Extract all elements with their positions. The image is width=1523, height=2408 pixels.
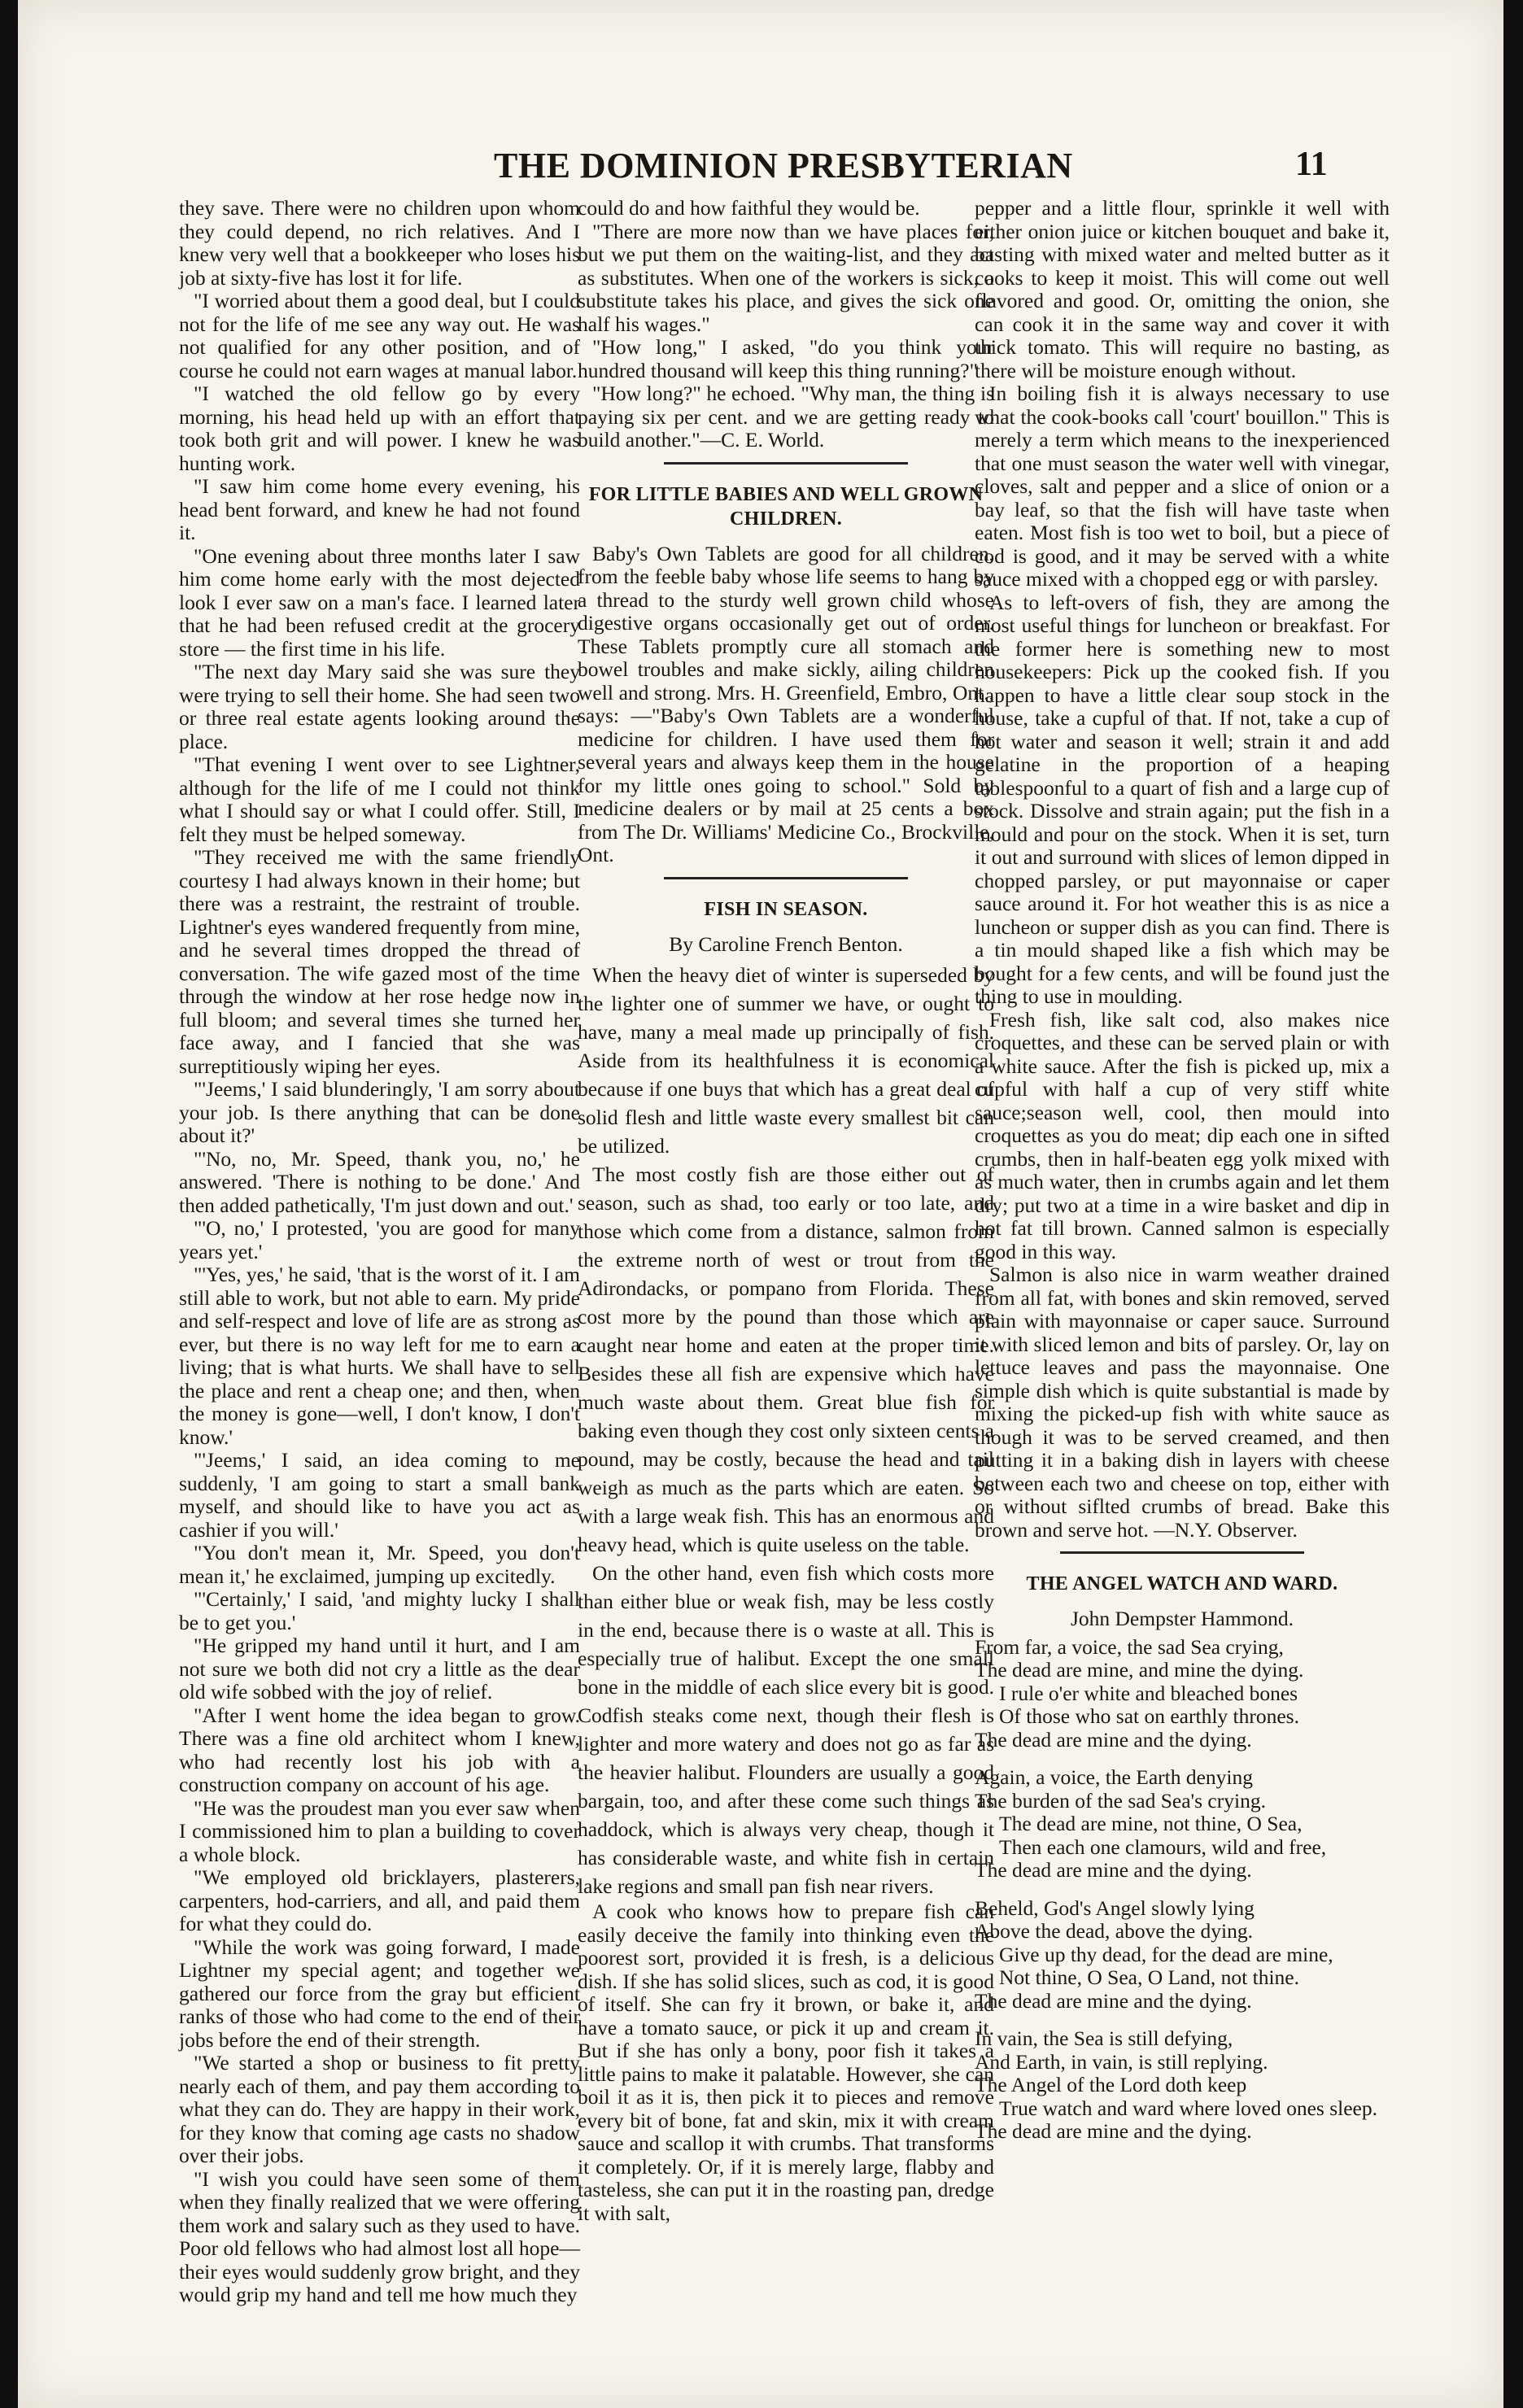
poem-line: The dead are mine and the dying. [975, 1858, 1252, 1882]
fish-article-part-1 [578, 961, 994, 1900]
paragraph: "'Certainly,' I said, 'and mighty lucky I shall be to get you.' [179, 1587, 580, 1634]
paragraph: "I watched the old fellow go by every morning, his head held up with an effort that took both grit and will power. I knew he was hunting work. [179, 382, 580, 475]
paragraph: "After I went home the idea began to grow. There was a fine old architect whom I knew, who had recently lost his job with a construction company on account of his age. [179, 1703, 580, 1796]
poem-line: Not thine, O Sea, O Land, not thine. [999, 1965, 1299, 1989]
poem-author: John Dempster Hammond. [1070, 1607, 1294, 1630]
paragraph: "'O, no,' I protested, 'you are good for many years yet.' [179, 1216, 580, 1263]
poem-line: The Angel of the Lord doth keep [975, 2073, 1247, 2096]
divider-rule [664, 877, 908, 879]
stanza-gap [975, 1751, 1390, 1766]
babies-tablets-ad: Baby's Own Tablets are good for all children, from the feeble baby whose life seems to hang by a thread to the sturdy well grown child whose digestive organs occasionally get out of order. These Tablets promptly cure all stomach and bowel troubles and make sickly, ailing children well and strong. Mrs. H. Greenfield, Embro, Ont., says: —"Baby's Own Tablets are a wonderful medicine for children. I have used them for several years and always keep them in the house for my little ones going to school." Sold by medicine dealers or by mail at 25 cents a box from The Dr. Williams' Medicine Co., Brockville, Ont. [578, 541, 994, 866]
poem-line: And Earth, in vain, is still replying. [975, 2049, 1268, 2074]
paragraph: "You don't mean it, Mr. Speed, you don't mean it,' he exclaimed, jumping up excitedly. [179, 1541, 580, 1588]
stanza-gap [975, 2013, 1390, 2027]
story-ending [578, 197, 994, 452]
column-2 [578, 197, 994, 2296]
paragraph: "I wish you could have seen some of them when they finally realized that we were offering them work and salary such as they used to have. Poor old fellows who had almost lost all hope—their eyes would suddenly grow bright, and they would grip my hand and tell me how much they [179, 2166, 580, 2306]
poem-line: Again, a voice, the Earth denying [975, 1765, 1254, 1789]
paragraph: Salmon is also nice in warm weather drained from all fat, with bones and skin removed, served plain with mayonnaise or caper sauce. Surround it with sliced lemon and bits of parsley. Or, lay on lettuce leaves and pass the mayonnaise. One simple dish which is quite substantial is made by mixing the picked-up fish with white sauce as though it was to be served creamed, and then putting it in a baking dish in layers with cheese between each two and cheese on top, either with or without siflted crumbs of bread. Bake this brown and serve hot. —N.Y. Observer. [975, 1263, 1390, 1542]
paragraph: "There are more now than we have places for, but we put them on the waiting-list, and they act as substitutes. When one of the workers is sick, a substitute takes his place, and gives the sick one half his wages." [578, 219, 994, 336]
newspaper-page [18, 0, 1503, 2408]
poem-line: The dead are mine, and mine the dying. [975, 1658, 1304, 1682]
paragraph: "One evening about three months later I saw him come home early with the most dejected look I ever saw on a man's face. I learned later that he had been refused credit at the grocery store — the first time in his life. [179, 543, 580, 661]
page-number: 11 [1295, 146, 1328, 183]
paragraph: pepper and a little flour, sprinkle it well with either onion juice or kitchen bouquet and bake it, basting with mixed water and melted butter as it cooks to keep it moist. This will come out well flavored and good. Or, omitting the onion, she can cook it in the same way and cover it with thick tomato. This will require no basting, as there will be moisture enough without. [975, 196, 1390, 382]
paragraph: "'Jeems,' I said blunderingly, 'I am sorry about your job. Is there anything that can be done about it?' [179, 1077, 580, 1147]
paragraph: "How long?" he echoed. "Why man, the thing is paying six per cent. and we are getting ready to build another."—C. E. World. [578, 382, 994, 452]
paragraph: "He was the proudest man you ever saw when I commissioned him to plan a building to cover a whole block. [179, 1795, 580, 1866]
poem-line: The dead are mine and the dying. [975, 1727, 1252, 1751]
paragraph: "'Yes, yes,' he said, 'that is the worst of it. I am still able to work, but not able to earn. My pride and self-respect and love of life are as strong as ever, but there is no way left for me to earn a living; that is what hurts. We shall have to sell the place and rent a cheap one; and then, when the money is gone—well, I don't know, I don't know.' [179, 1263, 580, 1449]
poem-line: Then each one clamours, wild and free, [999, 1834, 1327, 1859]
paragraph: "I saw him come home every evening, his head bent forward, and knew he had not found it. [179, 474, 580, 544]
poem-line: Above the dead, above the dying. [975, 1919, 1254, 1943]
page-header [18, 145, 1503, 194]
paragraph: "I worried about them a good deal, but I could not for the life of me see any way out. He was not qualified for any other position, and of course he could not earn wages at manual labor. [179, 289, 580, 382]
paragraph: "While the work was going forward, I made Lightner my special agent; and together we gathered our force from the gray but efficient ranks of those who had come to the end of their jobs before the end of their strength. [179, 1935, 580, 2052]
paragraph: The most costly fish are those either out of season, such as shad, too early or too late, and those which come from a distance, salmon from the extreme north of west or trout from the Adirondacks, or pompano from Florida. These cost more by the pound than those which are caught near home and eaten at the proper time. Besides these all fish are expensive which have much waste about them. Great blue fish for baking even though they cost only sixteen cents a pound, may be costly, because the head and tail weigh as much as the parts which are eaten. So with a large weak fish. This has an enormous and heavy head, which is quite useless on the table. [578, 1163, 994, 1556]
paragraph: "We employed old bricklayers, plasterers, carpenters, hod-carriers, and all, and paid them for what they could do. [179, 1865, 580, 1935]
babies-tablets-heading: FOR LITTLE BABIES AND WELL GROWN CHILDREN. [588, 483, 984, 530]
paragraph: they save. There were no children upon whom they could depend, no rich relatives. And I knew very well that a bookkeeper who loses his job at sixty-five has lost it for life. [179, 196, 580, 290]
poem-line: The dead are mine and the dying. [975, 2119, 1252, 2143]
poem-heading: THE ANGEL WATCH AND WARD. [1026, 1573, 1338, 1594]
paragraph: "We started a shop or business to fit pretty nearly each of them, and pay them according to what they can do. They are happy in their work, for they know that coming age casts no shadow over their jobs. [179, 2051, 580, 2167]
column-3 [975, 197, 1390, 2279]
divider-rule [1060, 1551, 1304, 1554]
poem-line: In vain, the Sea is still defying, [975, 2026, 1233, 2050]
paragraph: A cook who knows how to prepare fish can easily deceive the family into thinking even the poorest sort, provided it is fresh, is a delicious dish. If she has solid slices, such as cod, it is good of itself. She can fry it brown, or bake it, and have a tomato sauce, or pick it up and cream it. But if she has only a bony, poor fish it takes a little pains to make it palatable. However, she can boil it as it is, then pick it to pieces and remove every bit of bone, fat and skin, mix it with cream sauce and scallop it with crumbs. That transforms it completely. Or, if it is merely large, flabby and tasteless, she can put it in the roasting pan, dredge it with salt, [578, 1900, 994, 2225]
column-1-body [179, 197, 580, 2307]
paragraph: "'No, no, Mr. Speed, thank you, no,' he answered. 'There is nothing to be done.' And then added pathetically, 'I'm just down and out.' [179, 1146, 580, 1217]
poem-body [975, 1636, 1390, 2144]
paragraph: could do and how faithful they would be. [578, 196, 920, 220]
paragraph: "They received me with the same friendly courtesy I had always known in their home; but there was a restraint, the restraint of trouble. Lightner's eyes wandered frequently from mine, and he several times dropped the thread of conversation. The wife gazed most of the time through the window at her rose hedge now in full bloom; and several times she turned her face away, and I fancied that she was surreptitiously wiping her eyes. [179, 845, 580, 1078]
poem-line: The burden of the sad Sea's crying. [975, 1788, 1266, 1813]
paragraph: "'Jeems,' I said, an idea coming to me suddenly, 'I am going to start a small bank myself, and should like to have you act as cashier if you will.' [179, 1448, 580, 1542]
poem-line: Of those who sat on earthly thrones. [999, 1704, 1299, 1728]
stanza-gap [975, 1882, 1390, 1897]
paragraph: "How long," I asked, "do you think your hundred thousand will keep this thing running?" [578, 335, 994, 382]
paragraph: "That evening I went over to see Lightner, although for the life of me I could not think what I should say or what I could offer. Still, I felt they must be helped someway. [179, 752, 580, 846]
paragraph: "He gripped my hand until it hurt, and I am not sure we both did not cry a little as the dear old wife sobbed with the joy of relief. [179, 1634, 580, 1703]
fish-in-season-heading: FISH IN SEASON. [704, 898, 868, 920]
paragraph: In boiling fish it is always necessary to use what the cook-books call 'court' bouillon." This is merely a term which means to the inexperienced that one must season the water well with vinegar, cloves, salt and pepper and a slice of onion or a bay leaf, so that the fish will have taste when eaten. Most fish is too wet to boil, but a piece of cod is good, and it may be served with a white sauce mixed with a chopped egg or with parsley. [975, 382, 1390, 591]
paragraph: "The next day Mary said she was sure they were trying to sell their home. She had seen two or three real estate agents looking around the place. [179, 660, 580, 753]
poem-line: True watch and ward where loved ones sleep. [999, 2096, 1378, 2120]
paragraph: Fresh fish, like salt cod, also makes nice croquettes, and these can be served plain or with a white sauce. After the fish is picked up, mix a cupful with half a cup of very stiff white sauce;season well, cool, then mould into croquettes as you do meat; dip each one in sifted crumbs, then in half-beaten egg yolk mixed with as much water, then in crumbs again and let them dry; put two at a time in a wire basket and dip in hot fat till brown. Canned salmon is especially good in this way. [975, 1007, 1390, 1263]
poem-line: The dead are mine, not thine, O Sea, [999, 1812, 1303, 1835]
poem-line: Beheld, God's Angel slowly lying [975, 1895, 1255, 1920]
divider-rule [664, 462, 908, 465]
poem-line: Give up thy dead, for the dead are mine, [999, 1942, 1333, 1966]
paragraph: When the heavy diet of winter is superseded by the lighter one of summer we have, or ought to have, many a meal made up principally of fish. Aside from its healthfulness it is economical because if one buys that which has a great deal of solid flesh and little waste every smallest bit can be utilized. [578, 963, 994, 1158]
column-1 [179, 196, 580, 2306]
fish-byline: By Caroline French Benton. [669, 931, 903, 956]
fish-article-part-2 [578, 1900, 994, 2225]
fish-article-continued [975, 197, 1390, 1542]
paragraph: As to left-overs of fish, they are among the most useful things for luncheon or breakfast. For the former here is something new to most housekeepers: Pick up the cooked fish. If you happen to have a little clear soup stock in the house, take a cupful of that. If not, take a cup of hot water and season it well; strain it and add gelatine in the proportion of a heaping tablespoonful to a quart of fish and a large cup of stock. Dissolve and strain again; put the fish in a mould and pour on the stock. When it is set, turn it out and surround with slices of lemon dipped in chopped parsley, or put mayonnaise or caper sauce around it. For hot weather this is as nice a luncheon or supper dish as you can find. There is a tin mould shaped like a fish which may be bought for a few cents, and will be found just the thing to use in moulding. [975, 590, 1390, 1008]
poem-line: I rule o'er white and bleached bones [999, 1681, 1298, 1705]
masthead: THE DOMINION PRESBYTERIAN [494, 146, 1073, 185]
poem-line: From far, a voice, the sad Sea crying, [975, 1634, 1284, 1659]
paragraph: On the other hand, even fish which costs more than either blue or weak fish, may be less costly in the end, because there is o waste at all. This is especially true of halibut. Except the one small bone in the middle of each slice every bit is good. Codfish steaks come next, though their flesh is lighter and more watery and does not go as far as the heavier halibut. Flounders are usually a good bargain, too, and after these come such things as haddock, which is always very cheap, though it has considerable waste, and white fish in certain lake regions and small pan fish near rivers. [578, 1561, 994, 1898]
poem-line: The dead are mine and the dying. [975, 1988, 1252, 2013]
